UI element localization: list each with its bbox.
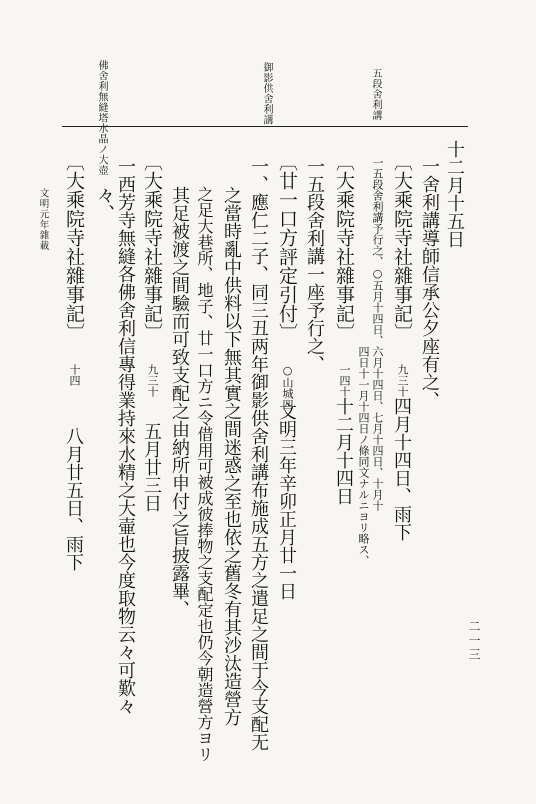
source-volume-5: 十四: [68, 364, 81, 386]
entry-date-3: 文明三年辛卯正月廿一日: [276, 402, 297, 600]
header-rule: [62, 126, 468, 127]
source-volume-2: 一四十: [338, 364, 351, 397]
running-head-3: 佛舍利無縫塔水晶ノ大壺: [96, 60, 107, 176]
body-line-15: 々、: [94, 186, 115, 222]
source-title-1: 〔大乘院寺社雜事記〕: [391, 152, 413, 342]
entry-date-5: 八月廿五日、雨下: [63, 427, 84, 571]
body-line-12: 其足被渡之間驗而可致支配之由納所申付之旨披露畢、: [169, 186, 190, 618]
source-title-5: 〔大乘院寺社雜事記〕: [63, 152, 85, 342]
body-line-2: 一舍利講導師信承公夕座有之、: [419, 157, 440, 409]
body-line-14: 一西芳寺無縫各佛舍利信專得業持來水精之大壷也今度取物云々可歎々: [115, 157, 136, 715]
body-line-5: 四日十一月十四日ノ條同文ナルニヨリ略ス、: [357, 346, 370, 566]
running-head-2: 御影供舍利講: [261, 62, 272, 125]
body-line-9: 一、應仁二子、同三丑两年御影供舍利講布施成五方之遣足之間于今支配无: [248, 157, 269, 751]
body-line-11: 之足大巷所、地子、廿一口方ニ令借用可被成彼捧物之支配定也仍今朝造營方ヨリ: [195, 186, 214, 762]
body-line-4: 一五段舍利講予行之、○五月十四日、六月十四日、七月十四日、十月十: [371, 157, 384, 511]
source-volume-4: 九三十: [146, 364, 159, 397]
source-title-4: 〔大乘院寺社雜事記〕: [141, 152, 163, 342]
page-number: 二一三: [467, 620, 481, 662]
body-line-1: 十二月十五日: [444, 140, 465, 248]
body-line-10: 之當時亂中供料以下無其實之間迷惑之至也依之舊冬有其沙汰造營方: [221, 186, 242, 726]
running-head-1: 五段舍利講: [370, 68, 381, 121]
source-volume-1: 九三十: [396, 364, 409, 397]
entry-date-2: 十二月十四日: [333, 397, 354, 505]
body-line-7: 一五段舍利講一座予行之、: [304, 157, 325, 373]
entry-date-4: 五月廿三日: [141, 422, 162, 512]
source-volume-3: ○山城四: [281, 364, 294, 410]
source-title-2: 〔大乘院寺社雜事記〕: [333, 152, 355, 342]
margin-caption: 文明元年雜載: [37, 188, 49, 251]
source-title-3: 〔廿一口方評定引付〕: [276, 152, 298, 342]
entry-date-1: 四月十四日、雨下: [391, 397, 412, 541]
